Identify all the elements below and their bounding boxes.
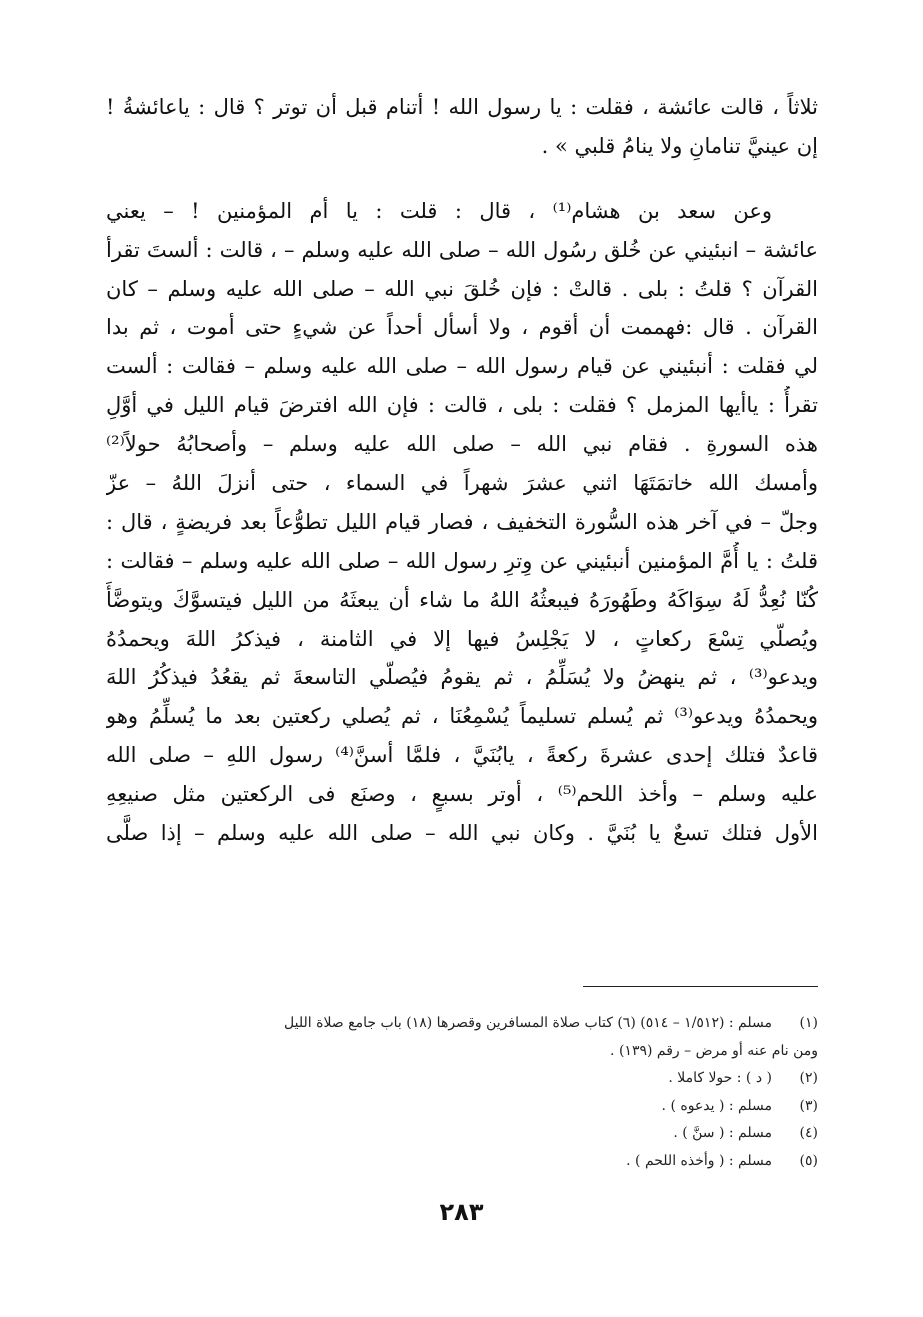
footnote-number: (١) — [799, 1015, 818, 1031]
text-line: ويحمدُهُ ويدعو⁽³⁾ ثم يُسلم تسليماً يُسْمِعُنَا ، ثم يُصلي ركعتين بعد ما يُسلِّمُ وهو — [106, 704, 818, 729]
footnote-text: مسلم : ( وأخذه اللحم ) . — [626, 1152, 772, 1169]
text-line: ويُصلّي تِسْعَ ركعاتٍ ، لا يَجْلِسُ فيها إلا في الثامنة ، فيذكرُ اللهَ ويحمدُهُ — [106, 626, 818, 651]
text-line: عائشة – انبئيني عن خُلق رسُول الله – صلى الله عليه وسلم – ، قالت : ألستَ تقرأ — [106, 237, 818, 262]
footnote-text: ومن نام عنه أو مرض – رقم (١٣٩) . — [610, 1042, 818, 1059]
footnote-text: مسلم : ( يدعوه ) . — [661, 1097, 772, 1114]
footnote-number: (٥) — [799, 1152, 818, 1169]
footnote-number: (٢) — [799, 1070, 818, 1086]
text-line: الأول فتلك تسعٌ يا بُنَيَّ . وكان نبي الله – صلى الله عليه وسلم – إذا صلَّى — [106, 821, 818, 846]
text-line: كُنّا نُعِدُّ لَهُ سِوَاكَهُ وطَهُورَهُ فيبعثُهُ اللهُ ما شاء أن يبعثَهُ من الليل فيتسوَّكَ ويتوضَّأَ — [106, 587, 818, 612]
text-line: لي فقلت : أنبئيني عن قيام رسول الله – صلى الله عليه وسلم – فقالت : ألست — [106, 354, 818, 379]
footnote-item — [106, 1120, 818, 1148]
text-line: ويدعو⁽³⁾ ، ثم ينهضُ ولا يُسَلِّمُ ، ثم يقومُ فيُصلّي التاسعةَ ثم يقعُدُ فيذكُرُ اللهَ — [106, 665, 818, 690]
main-text — [106, 88, 818, 853]
footnote-item — [106, 1065, 818, 1093]
text-line: عليه وسلم – وأخذ اللحم⁽⁵⁾ ، أوتر بسبعٍ ، وصنَع فى الركعتين مثل صنيعِهِ — [106, 782, 818, 807]
footnote-separator — [583, 986, 818, 987]
text-line: هذه السورةِ . فقام نبي الله – صلى الله عليه وسلم – وأصحابُهُ حولاً⁽²⁾ — [106, 432, 818, 457]
text-line: إن عينيَّ تنامانِ ولا ينامُ قلبي » . — [541, 133, 818, 158]
page-number: ٢٨٣ — [439, 1198, 484, 1226]
text-line: وأمسك الله خاتمَتَهَا اثني عشرَ شهراً في السماء ، حتى أنزلَ اللهُ – عزّ — [106, 471, 818, 496]
paragraph-gap — [106, 166, 818, 192]
text-line: قلتُ : يا أُمَّ المؤمنين أنبئيني عن وِترِ رسول الله – صلى الله عليه وسلم – فقالت : — [106, 548, 818, 573]
footnote-item — [106, 1010, 818, 1038]
text-line: وعن سعد بن هشام⁽¹⁾ ، قال : قلت : يا أم المؤمنين ! – يعني — [106, 198, 772, 223]
footnote-item — [106, 1093, 818, 1121]
footnote-number: (٣) — [799, 1097, 818, 1114]
text-line: القرآن . قال :فهممت أن أقوم ، ولا أسأل أحداً عن شيءٍ حتى أموت ، ثم بدا — [106, 315, 818, 340]
footnote-continuation — [106, 1038, 818, 1066]
footnote-text: مسلم : (١/٥١٢ – ٥١٤) (٦) كتاب صلاة المسافرين وقصرها (١٨) باب جامع صلاة الليل — [284, 1015, 772, 1031]
text-line: تقرأُ : ياأيها المزمل ؟ فقلت : بلى ، قالت : فإن الله افترضَ قيام الليل في أوَّلِ — [106, 393, 818, 418]
text-line: القرآن ؟ قلتُ : بلى . قالتْ : فإن خُلقَ نبي الله – صلى الله عليه وسلم – كان — [106, 276, 818, 301]
footnotes — [106, 1010, 818, 1175]
footnote-item — [106, 1148, 818, 1176]
text-line: قاعدٌ فتلك إحدى عشرةَ ركعةً ، يابُنَيَّ ، فلمَّا أسنَّ⁽⁴⁾ رسول اللهِ – صلى الله — [106, 743, 818, 768]
footnote-text: ( د ) : حولا كاملا . — [668, 1070, 772, 1086]
footnote-number: (٤) — [799, 1125, 818, 1141]
footnote-text: مسلم : ( سنَّ ) . — [673, 1125, 772, 1141]
text-line: ثلاثاً ، قالت عائشة ، فقلت : يا رسول الله ! أتنام قبل أن توتر ؟ قال : ياعائشةُ ! — [106, 95, 818, 119]
text-line: وجلّ – في آخر هذه السُّورة التخفيف ، فصار قيام الليل تطوُّعاً بعد فريضةٍ ، قال : — [106, 509, 818, 534]
